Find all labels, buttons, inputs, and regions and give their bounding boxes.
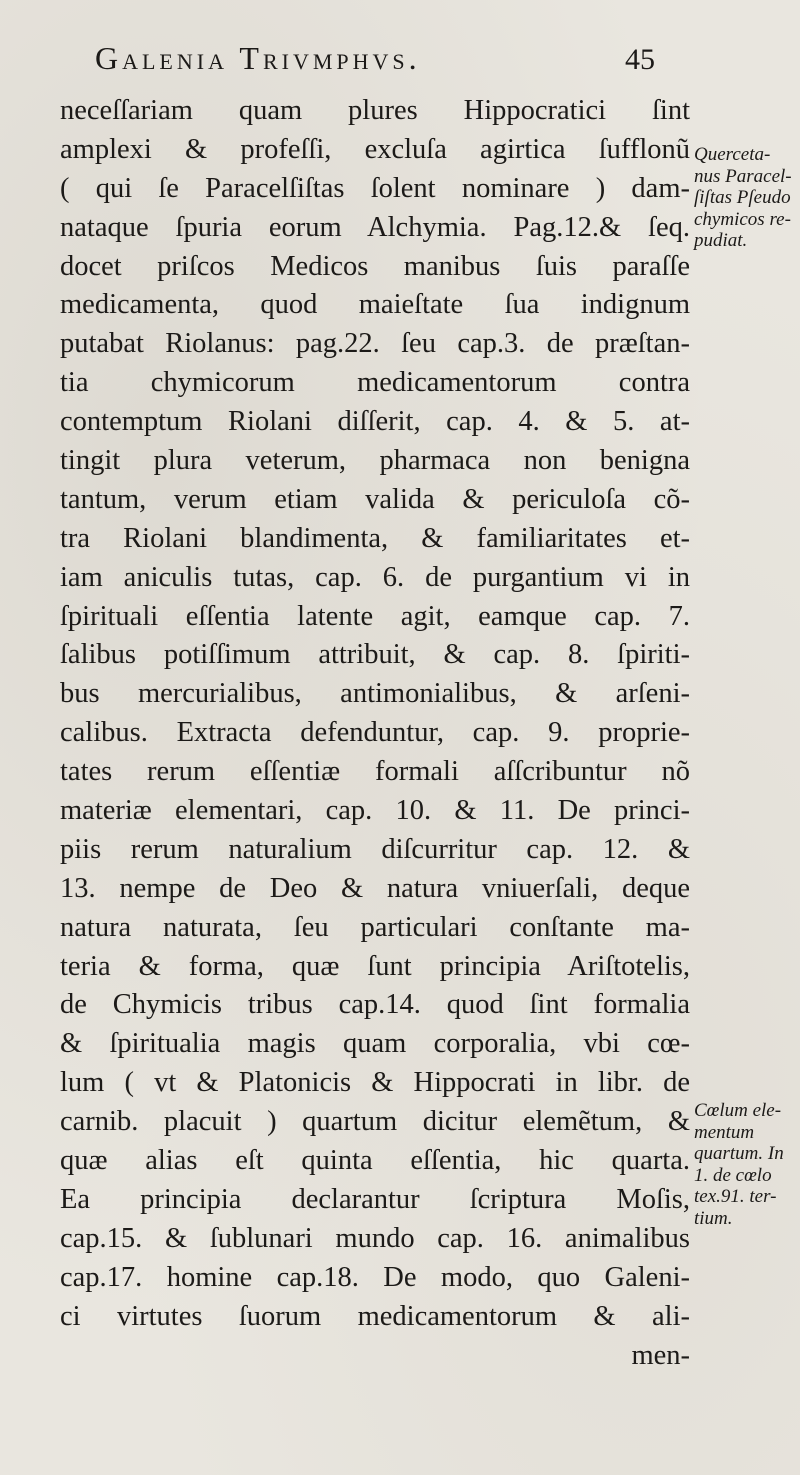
text-line: ci virtutes ſuorum medicamentorum & ali- bbox=[60, 1300, 690, 1332]
margin-note-line: pudiat. bbox=[694, 230, 748, 251]
text-line: cap.15. & ſublunari mundo cap. 16. animalibus bbox=[60, 1222, 690, 1254]
text-line: quæ alias eſt quinta eſſentia, hic quarta. bbox=[60, 1145, 690, 1177]
text-line: carnib. placuit ) quartum dicitur elemẽtum, & bbox=[60, 1106, 690, 1138]
text-line: cap.17. homine cap.18. De modo, quo Galeni- bbox=[60, 1261, 690, 1293]
text-line: contemptum Riolani diſſerit, cap. 4. & 5. at- bbox=[60, 406, 690, 438]
margin-note-coelum bbox=[694, 1100, 800, 1229]
text-line: medicamenta, quod maieſtate ſua indignum bbox=[60, 289, 690, 321]
text-line: tra Riolani blandimenta, & familiaritates et- bbox=[60, 522, 690, 554]
text-line: & ſpiritualia magis quam corporalia, vbi cœ- bbox=[60, 1028, 690, 1060]
text-line: iam aniculis tutas, cap. 6. de purgantium vi in bbox=[60, 561, 690, 593]
text-line: tingit plura veterum, pharmaca non benigna bbox=[60, 445, 690, 477]
text-line: ( qui ſe Paracelſiſtas ſolent nominare ) dam- bbox=[60, 172, 690, 204]
margin-note-line: quartum. In bbox=[694, 1143, 784, 1164]
text-line: tantum, verum etiam valida & periculoſa cõ- bbox=[60, 483, 690, 515]
text-line: materiæ elementari, cap. 10. & 11. De princi- bbox=[60, 795, 690, 827]
text-line: tia chymicorum medicamentorum contra bbox=[60, 367, 690, 399]
text-line: docet priſcos Medicos manibus ſuis paraſſe bbox=[60, 250, 690, 282]
margin-note-quercetanus bbox=[694, 144, 800, 252]
margin-note-line: tex.91. ter- bbox=[694, 1186, 777, 1207]
margin-note-line: 1. de cœlo bbox=[694, 1164, 772, 1186]
text-line: calibus. Extracta defenduntur, cap. 9. proprie- bbox=[60, 717, 690, 749]
page-number: 45 bbox=[625, 43, 655, 76]
text-line: ſpirituali eſſentia latente agit, eamque cap. 7. bbox=[60, 600, 690, 632]
margin-note-line: Querceta- bbox=[694, 144, 771, 165]
text-line: nataque ſpuria eorum Alchymia. Pag.12.& ſeq. bbox=[60, 211, 690, 243]
margin-note-line: chymicos re- bbox=[694, 208, 791, 230]
text-line: piis rerum naturalium diſcurritur cap. 12. & bbox=[60, 833, 690, 865]
text-line: men- bbox=[631, 1339, 690, 1371]
text-line: lum ( vt & Platonicis & Hippocrati in libr. de bbox=[60, 1067, 690, 1099]
text-line: natura naturata, ſeu particulari conſtante ma- bbox=[60, 911, 690, 943]
margin-note-line: ſiſtas Pſeudo bbox=[694, 187, 791, 208]
running-title: Galenia Trivmphvs. bbox=[95, 40, 421, 76]
margin-note-line: nus Paracel- bbox=[694, 165, 792, 187]
text-line: ſalibus potiſſimum attribuit, & cap. 8. ſpiriti- bbox=[60, 639, 690, 671]
text-line: de Chymicis tribus cap.14. quod ſint formalia bbox=[60, 989, 690, 1021]
margin-note-line: tium. bbox=[694, 1207, 733, 1229]
margin-note-line: mentum bbox=[694, 1121, 755, 1143]
text-line: putabat Riolanus: pag.22. ſeu cap.3. de præſtan- bbox=[60, 328, 690, 360]
text-line: 13. nempe de Deo & natura vniuerſali, deque bbox=[60, 872, 690, 904]
text-line: tates rerum eſſentiæ formali aſſcribuntur nõ bbox=[60, 756, 690, 788]
running-header bbox=[95, 40, 655, 88]
text-line: bus mercurialibus, antimonialibus, & arſeni- bbox=[60, 678, 690, 710]
main-text-block bbox=[60, 92, 690, 1375]
text-line: Ea principia declarantur ſcriptura Moſis, bbox=[60, 1183, 690, 1215]
text-line: amplexi & profeſſi, excluſa agirtica ſufflonũ bbox=[60, 133, 690, 165]
text-line: teria & forma, quæ ſunt principia Ariſtotelis, bbox=[60, 950, 690, 982]
text-line: neceſſariam quam plures Hippocratici ſint bbox=[60, 95, 690, 126]
margin-note-line: Cœlum ele- bbox=[694, 1100, 782, 1121]
